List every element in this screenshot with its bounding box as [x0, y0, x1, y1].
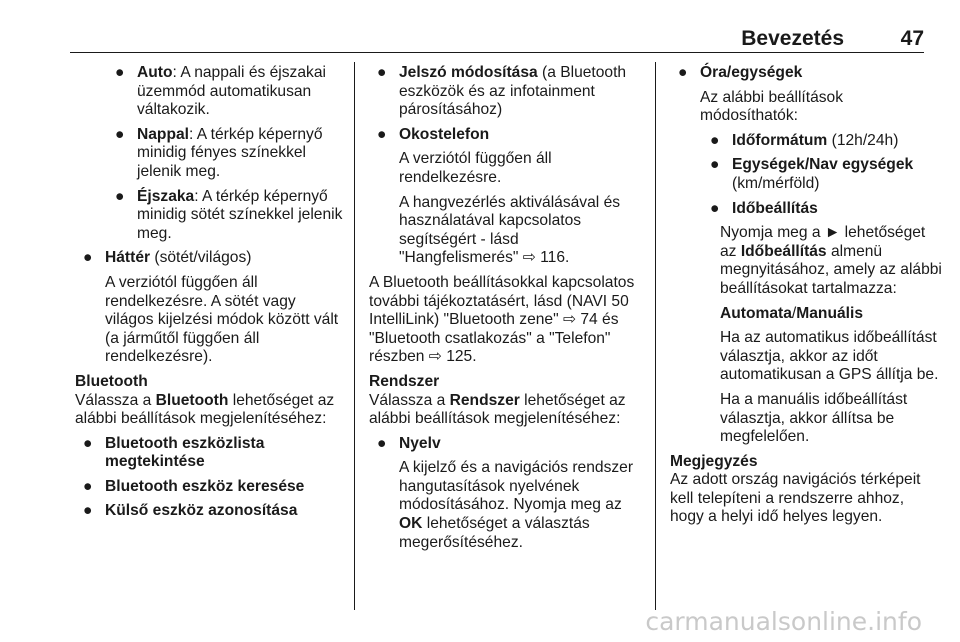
item-description: A verziótól függően áll rendelkezésre. A sötét vagy világos kijelzési módok között vált (a járműtől függően áll rendelkezésre). — [105, 273, 339, 366]
item-description: A verziótól függően áll rendelkezésre. — [399, 150, 552, 186]
list-item: ● Egységek/Nav egységek (km/mérföld) — [710, 156, 914, 192]
bullet-icon: ● — [710, 156, 720, 174]
bullet-icon: ● — [678, 64, 688, 81]
section-heading: Megjegyzés — [670, 452, 758, 470]
bullet-icon: ● — [83, 434, 93, 452]
paragraph: A Bluetooth beállításokkal kapcsolatos további tájékoztatásért, lásd (NAVI 50 IntelliLink) "Bluetooth zene" ⇨ 74 és "Bluetooth csatlakozás" a "Telefon" részben ⇨ 125. — [369, 273, 635, 366]
column-2 — [369, 64, 641, 558]
bullet-icon: ● — [83, 249, 93, 267]
bullet-icon: ● — [710, 199, 720, 217]
paragraph: Az adott ország navigációs térképeit kell telepíteni a rendszerre ahhoz, hogy a helyi idő helyes legyen. — [670, 471, 921, 526]
paragraph: Válassza a Bluetooth lehetőséget az alábbi beállítások megjelenítéséhez: — [75, 391, 335, 428]
bullet-icon: ● — [83, 502, 93, 520]
bullet-icon: ● — [115, 64, 125, 81]
list-item: ● Okostelefon — [377, 125, 490, 143]
column-divider — [354, 62, 355, 610]
bullet-icon: ● — [115, 187, 125, 205]
paragraph: Válassza a Rendszer lehetőséget az alábbi beállítások megjelenítéséhez: — [369, 391, 626, 428]
column-3 — [670, 64, 942, 533]
column-1 — [75, 64, 347, 527]
section-heading: Bluetooth — [75, 372, 148, 390]
list-item: ● Bluetooth eszközlista megtekintése — [83, 434, 265, 471]
list-item: ● Nappal: A térkép képernyő minidig fényes színekkel jelenik meg. — [115, 125, 323, 180]
bullet-icon: ● — [115, 125, 125, 143]
list-item: ● Időformátum (12h/24h) — [710, 131, 899, 149]
item-description: Ha a manuális időbeállítást választja, akkor állítsa be megfelelően. — [720, 390, 908, 446]
bullet-icon: ● — [83, 477, 93, 495]
item-description: A hangvezérlés aktiválásával és használatával kapcsolatos segítségért - lásd "Hangfelismerés" ⇨ 116. — [399, 193, 621, 267]
page-header — [70, 26, 924, 53]
section-heading: Rendszer — [369, 372, 440, 390]
list-item: ● Nyelv — [377, 434, 441, 452]
list-item: ● Auto: A nappali és éjszakai üzemmód automatikusan váltakozik. — [115, 64, 326, 119]
watermark: carmanualsonline.info — [645, 607, 922, 636]
list-item: ● Háttér (sötét/világos) — [83, 249, 252, 267]
bullet-icon: ● — [377, 434, 387, 452]
list-item: ● Óra/egységek — [678, 64, 803, 81]
bullet-icon: ● — [377, 64, 387, 81]
list-item: ● Jelszó módosítása (a Bluetooth eszközök és az infotainment párosításához) — [377, 64, 627, 119]
list-item: ● Külső eszköz azonosítása — [83, 502, 298, 520]
column-divider — [655, 62, 656, 610]
bullet-icon: ● — [377, 125, 387, 143]
bullet-icon: ● — [710, 131, 720, 149]
list-item: ● Időbeállítás — [710, 199, 818, 217]
item-description: Ha az automatikus időbeállítást választja, akkor az időt automatikusan a GPS állítja be. — [720, 329, 939, 384]
item-description: A kijelző és a navigációs rendszer hangutasítások nyelvének módosításához. Nyomja meg az OK lehetőséget a választás megerősítéséhez. — [399, 459, 634, 551]
item-description: Nyomja meg a ► lehetőséget az Időbeállítás almenü megnyitásához, amely az alábbi beállításokat tartalmazza: — [720, 224, 942, 297]
item-description: Az alábbi beállítások módosíthatók: — [700, 88, 844, 125]
page-number: 47 — [900, 27, 924, 50]
list-item: ● Éjszaka: A térkép képernyő minidig sötét színekkel jelenik meg. — [115, 187, 343, 242]
page-title: Bevezetés — [741, 27, 844, 50]
list-item: ● Bluetooth eszköz keresése — [83, 477, 305, 495]
item-description: Automata/Manuális — [720, 304, 863, 322]
